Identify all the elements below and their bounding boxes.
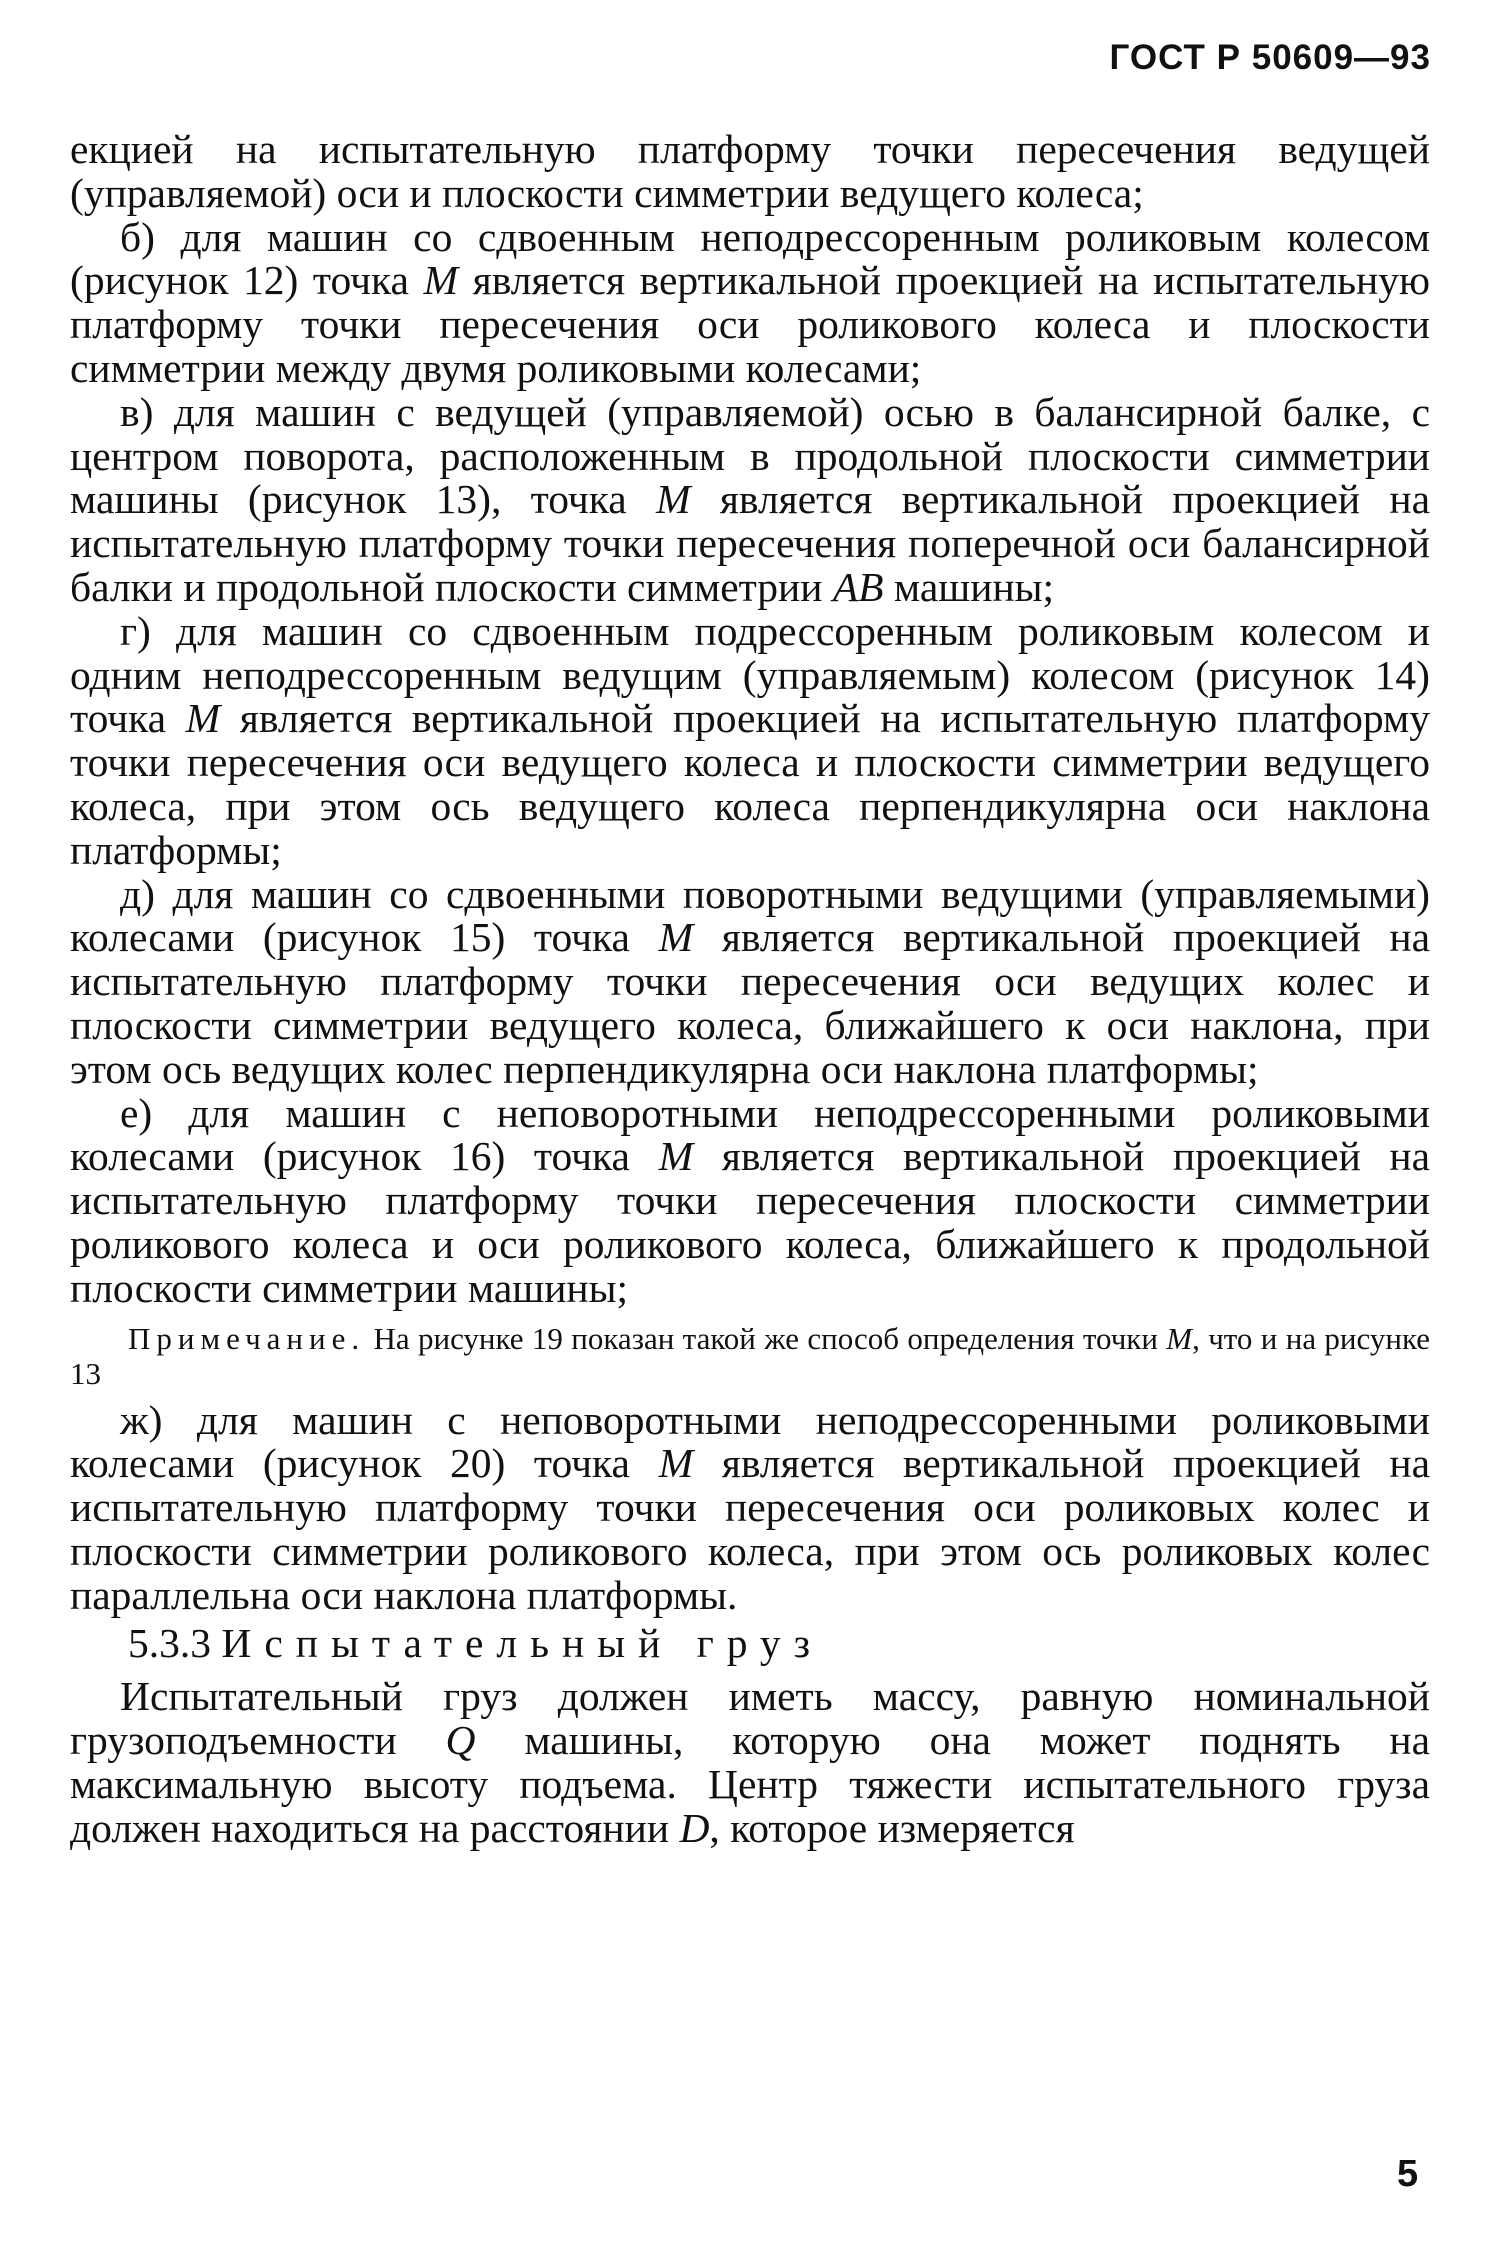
paragraph-item-d: д) для машин со сдвоенными поворотными ведущими (управляемыми) колесами (рисунок 15) точка M является вертикальной проекцией на испытательную платформу точки пересечения оси ведущих колес и плоскости симметрии ведущего колеса, ближайшего к оси наклона, при этом ось ведущих колес перпендикулярна оси наклона платформы; [70, 870, 1431, 1092]
note-text: На рисунке 19 показан такой же способ определения точки M, что и на рисунке 13 [70, 1320, 1430, 1391]
paragraph-test-load: Испытательный груз должен иметь массу, равную номинальной грузоподъемности Q машины, которую она может поднять на максимальную высоту подъема. Центр тяжести испытательного груза должен находиться на расстоянии D, которое измеряется [70, 1673, 1430, 1851]
paragraph-item-v: в) для машин с ведущей (управляемой) осью в балансирной балке, с центром поворота, расположенным в продольной плоскости симметрии машины (рисунок 13), точка M является вертикальной проекцией на испытательную платформу точки пересечения поперечной оси балансирной балки и продольной плоскости симметрии AB машины; [70, 388, 1430, 610]
section-number: 5.3.3 [128, 1619, 211, 1666]
body-text [70, 128, 1430, 1850]
paragraph-item-b: б) для машин со сдвоенным неподрессоренным роликовым колесом (рисунок 12) точка M является вертикальной проекцией на испытательную платформу точки пересечения оси роликового колеса и плоскости симметрии между двумя роликовыми колесами; [70, 213, 1430, 391]
paragraph-continuation: екцией на испытательную платформу точки пересечения ведущей (управляемой) оси и плоскости симметрии ведущего колеса; [70, 126, 1430, 216]
paragraph-item-g: г) для машин со сдвоенным подрессоренным роликовым колесом и одним неподрессоренным ведущим (управляемым) колесом (рисунок 14) точка M является вертикальной проекцией на испытательную платформу точки пересечения оси ведущего колеса и плоскости симметрии ведущего колеса, при этом ось ведущего колеса перпендикулярна оси наклона платформы; [70, 607, 1430, 873]
paragraph-item-zh: ж) для машин с неповоротными неподрессоренными роликовыми колесами (рисунок 20) точка M является вертикальной проекцией на испытательную платформу точки пересечения оси роликовых колес и плоскости симметрии роликового колеса, при этом ось роликовых колес параллельна оси наклона платформы. [70, 1396, 1431, 1618]
note [70, 1321, 1430, 1391]
section-heading [128, 1619, 1430, 1666]
paragraph-item-e: е) для машин с неповоротными неподрессоренными роликовыми колесами (рисунок 16) точка M является вертикальной проекцией на испытательную платформу точки пересечения плоскости симметрии роликового колеса и оси роликового колеса, ближайшего к продольной плоскости симметрии машины; [70, 1089, 1431, 1311]
page-number: 5 [1397, 2153, 1419, 2195]
document-header: ГОСТ Р 50609—93 [1109, 38, 1431, 77]
note-label: Примечание. [128, 1320, 366, 1356]
section-title: Испытательный груз [221, 1619, 824, 1666]
